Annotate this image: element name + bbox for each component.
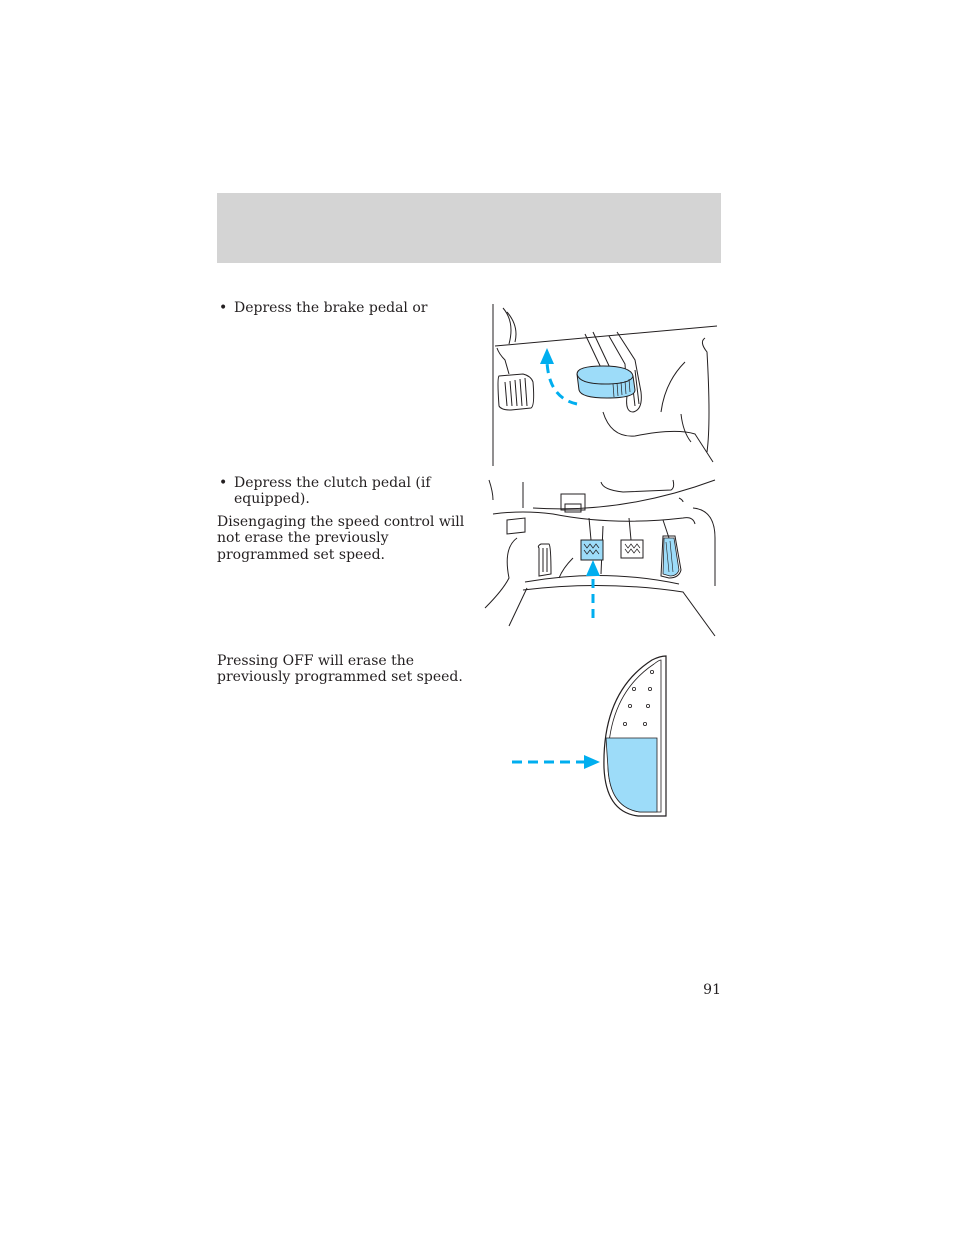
steering-wheel-off-button-illustration (510, 652, 670, 820)
clutch-pedal-instruction-line1: Depress the clutch pedal (if (234, 475, 431, 491)
clutch-pedal-illustration (483, 478, 721, 638)
disengage-note-line1: Disengaging the speed control will (217, 514, 465, 530)
brake-pedal-illustration (485, 302, 721, 468)
bullet-marker: • (219, 475, 228, 491)
header-band (217, 193, 721, 263)
bullet-marker: • (219, 300, 228, 316)
off-note-line1: Pressing OFF will erase the (217, 653, 415, 669)
page-number: 91 (703, 982, 721, 998)
disengage-note-line3: programmed set speed. (217, 547, 386, 563)
brake-pedal-instruction: Depress the brake pedal or (234, 300, 428, 316)
off-note-line2: previously programmed set speed. (217, 669, 463, 685)
clutch-pedal-instruction-line2: equipped). (234, 491, 310, 507)
disengage-note-line2: not erase the previously (217, 530, 389, 546)
